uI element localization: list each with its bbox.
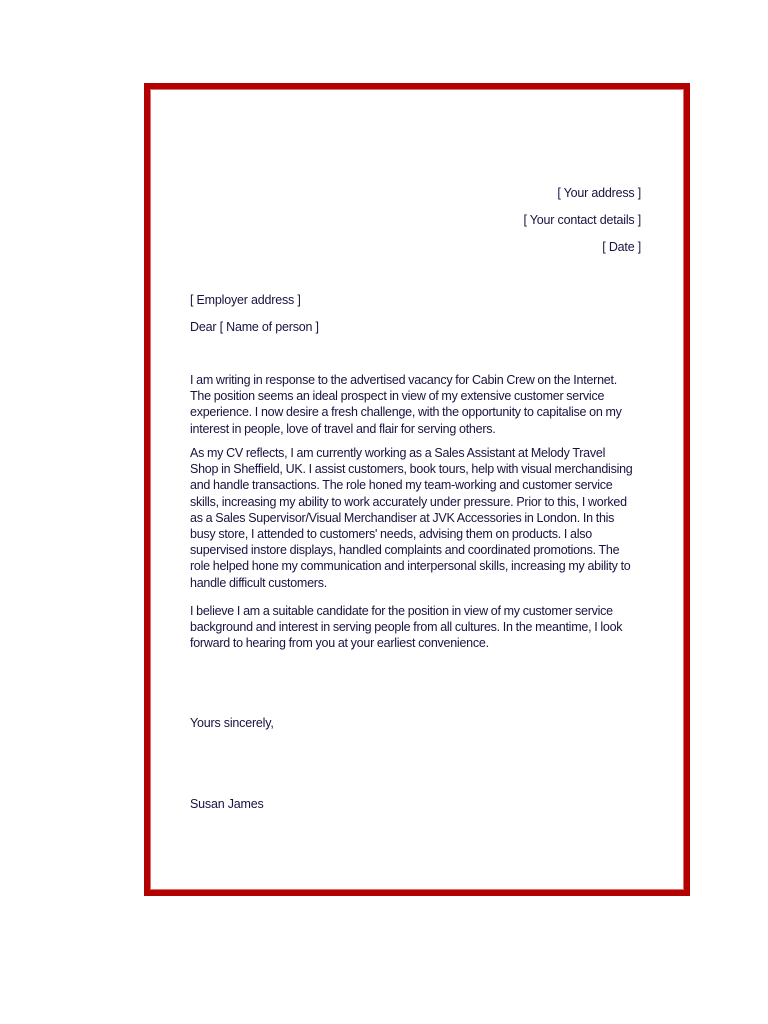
signatory-name: Susan James: [190, 797, 264, 811]
paragraph-line: supervised instore displays, handled complaints and coordinated promotions. The: [190, 543, 620, 558]
paragraph-line: interest in people, love of travel and flair for serving others.: [190, 421, 496, 436]
letter-date: [ Date ]: [602, 240, 641, 254]
paragraph-line: The position seems an ideal prospect in view of my extensive customer service: [190, 389, 605, 404]
paragraph-line: forward to hearing from you at your earliest convenience.: [190, 636, 489, 651]
sender-address: [ Your address ]: [557, 186, 641, 200]
letter-page: [144, 83, 690, 896]
paragraph-line: Shop in Sheffield, UK. I assist customers, book tours, help with visual merchandising: [190, 462, 633, 477]
paragraph-line: skills, increasing my ability to work accurately under pressure. Prior to this, I worked: [190, 494, 627, 509]
paragraph-line: I am writing in response to the advertised vacancy for Cabin Crew on the Internet.: [190, 373, 617, 387]
paragraph-line: as a Sales Supervisor/Visual Merchandiser at JVK Accessories in London. In this: [190, 510, 615, 525]
body-paragraph-3: [190, 603, 650, 652]
paragraph-line: and handle transactions. The role honed my team-working and customer service: [190, 478, 613, 493]
sign-off: Yours sincerely,: [190, 716, 274, 730]
paragraph-line: I believe I am a suitable candidate for the position in view of my customer service: [190, 604, 613, 618]
sender-contact: [ Your contact details ]: [523, 213, 641, 227]
paragraph-line: role helped hone my communication and interpersonal skills, increasing my ability to: [190, 559, 631, 574]
salutation: Dear [ Name of person ]: [190, 320, 319, 334]
paragraph-line: handle difficult customers.: [190, 575, 327, 590]
paragraph-line: As my CV reflects, I am currently working as a Sales Assistant at Melody Travel: [190, 446, 606, 460]
employer-address: [ Employer address ]: [190, 293, 301, 307]
body-paragraph-1: [190, 372, 650, 437]
paragraph-line: experience. I now desire a fresh challenge, with the opportunity to capitalise on my: [190, 405, 622, 420]
body-paragraph-2: [190, 445, 650, 591]
paragraph-line: busy store, I attended to customers' needs, advising them on products. I also: [190, 527, 592, 542]
paragraph-line: background and interest in serving people from all cultures. In the meantime, I look: [190, 620, 623, 635]
